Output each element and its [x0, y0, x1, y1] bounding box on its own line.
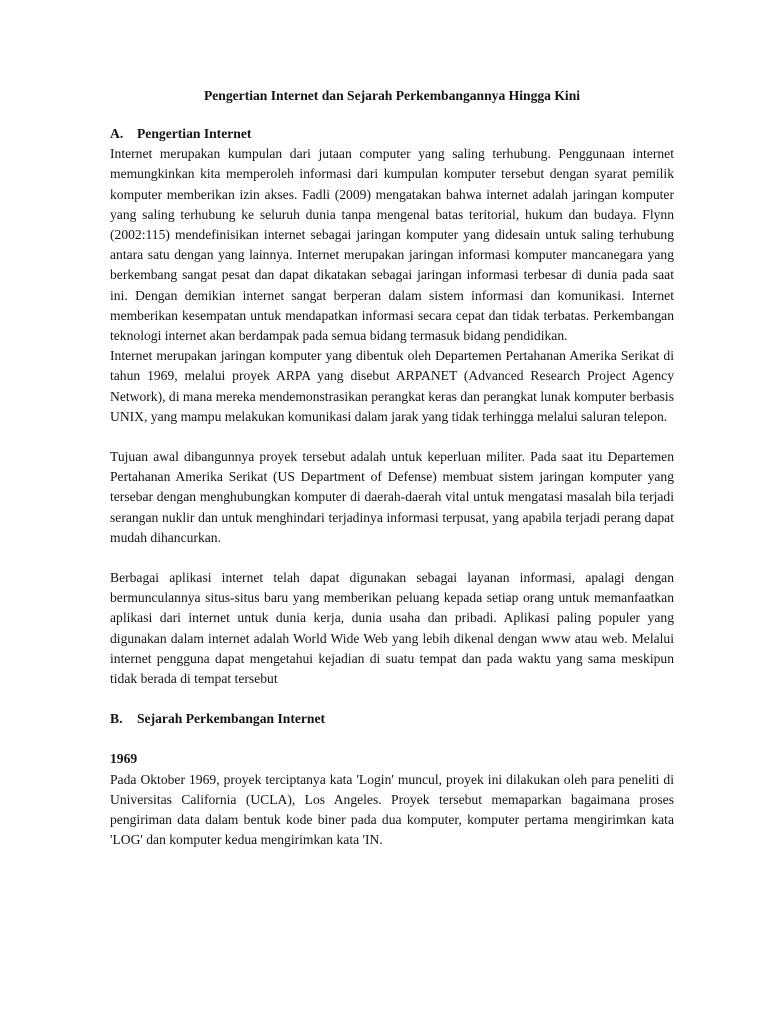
section-a-letter: A.	[110, 126, 124, 141]
section-a-paragraph-4: Berbagai aplikasi internet telah dapat digunakan sebagai layanan informasi, apalagi dengan bermunculannya situs-situs baru yang memberikan peluang kepada setiap orang untuk memanfaatkan aplikasi dari internet untuk dunia kerja, dunia usaha dan pribadi. Aplikasi paling populer yang digunakan dalam internet adalah World Wide Web yang lebih dikenal dengan www atau web. Melalui internet pengguna dapat mengetahui kejadian di suatu tempat dan pada waktu yang sama meskipun tidak berada di tempat tersebut	[110, 570, 674, 687]
section-b-heading	[110, 709, 674, 729]
section-b-letter: B.	[110, 711, 123, 727]
paragraph-gap	[110, 729, 674, 749]
section-a-paragraph-1: Internet merupakan kumpulan dari jutaan computer yang saling terhubung. Penggunaan internet memungkinkan kita memperoleh informasi dari kumpulan komputer tersebut dengan syarat pemilik komputer memberikan izin akses. Fadli (2009) mengatakan bahwa internet adalah jaringan komputer yang saling terhubung ke seluruh dunia tanpa mengenal batas teritorial, hukum dan budaya. Flynn (2002:115) mendefinisikan internet sebagai jaringan komputer yang didesain untuk saling terhubung antara satu dengan yang lainnya. Internet merupakan jaringan informasi komputer mancanegara yang berkembang sangat pesat dan dapat dikatakan sebagai jaringan informasi terbesar di dunia pada saat ini. Dengan demikian internet sangat berperan dalam sistem informasi dan komunikasi. Internet memberikan kesempatan untuk mendapatkan informasi secara cepat dan tidak terbatas. Perkembangan teknologi internet akan berdampak pada semua bidang termasuk bidang pendidikan.	[110, 146, 674, 344]
section-b-title: Sejarah Perkembangan Internet	[137, 711, 326, 727]
section-b-paragraph-1: Pada Oktober 1969, proyek terciptanya kata 'Login' muncul, proyek ini dilakukan oleh para peneliti di Universitas California (UCLA), Los Angeles. Proyek tersebut memaparkan bagaimana proses pengiriman data dalam bentuk kode biner pada dua komputer, komputer pertama mengirimkan kata 'LOG' dan komputer kedua mengirimkan kata 'IN.	[110, 771, 674, 848]
section-a-title: Pengertian Internet	[137, 126, 252, 141]
paragraph-gap	[110, 548, 674, 568]
section-b-year: 1969	[110, 751, 138, 767]
document-page	[110, 86, 674, 851]
section-a-heading	[110, 124, 674, 144]
paragraph-gap	[110, 689, 674, 709]
paragraph-gap	[110, 427, 674, 447]
document-title: Pengertian Internet dan Sejarah Perkembangannya Hingga Kini	[203, 88, 581, 103]
section-a-paragraph-3: Tujuan awal dibangunnya proyek tersebut adalah untuk keperluan militer. Pada saat itu Departemen Pertahanan Amerika Serikat (US Department of Defense) membuat sistem jaringan komputer yang tersebar dengan menghubungkan komputer di daerah-daerah vital untuk mengatasi masalah bila terjadi serangan nuklir dan untuk menghindari terjadinya informasi terpusat, yang apabila terjadi perang dapat mudah dihancurkan.	[110, 449, 674, 545]
section-a-paragraph-2: Internet merupakan jaringan komputer yang dibentuk oleh Departemen Pertahanan Amerika Serikat di tahun 1969, melalui proyek ARPA yang disebut ARPANET (Advanced Research Project Agency Network), di mana mereka mendemonstrasikan perangkat keras dan perangkat lunak komputer berbasis UNIX, yang mampu melakukan komunikasi dalam jarak yang tidak terhingga melalui saluran telepon.	[110, 348, 674, 424]
